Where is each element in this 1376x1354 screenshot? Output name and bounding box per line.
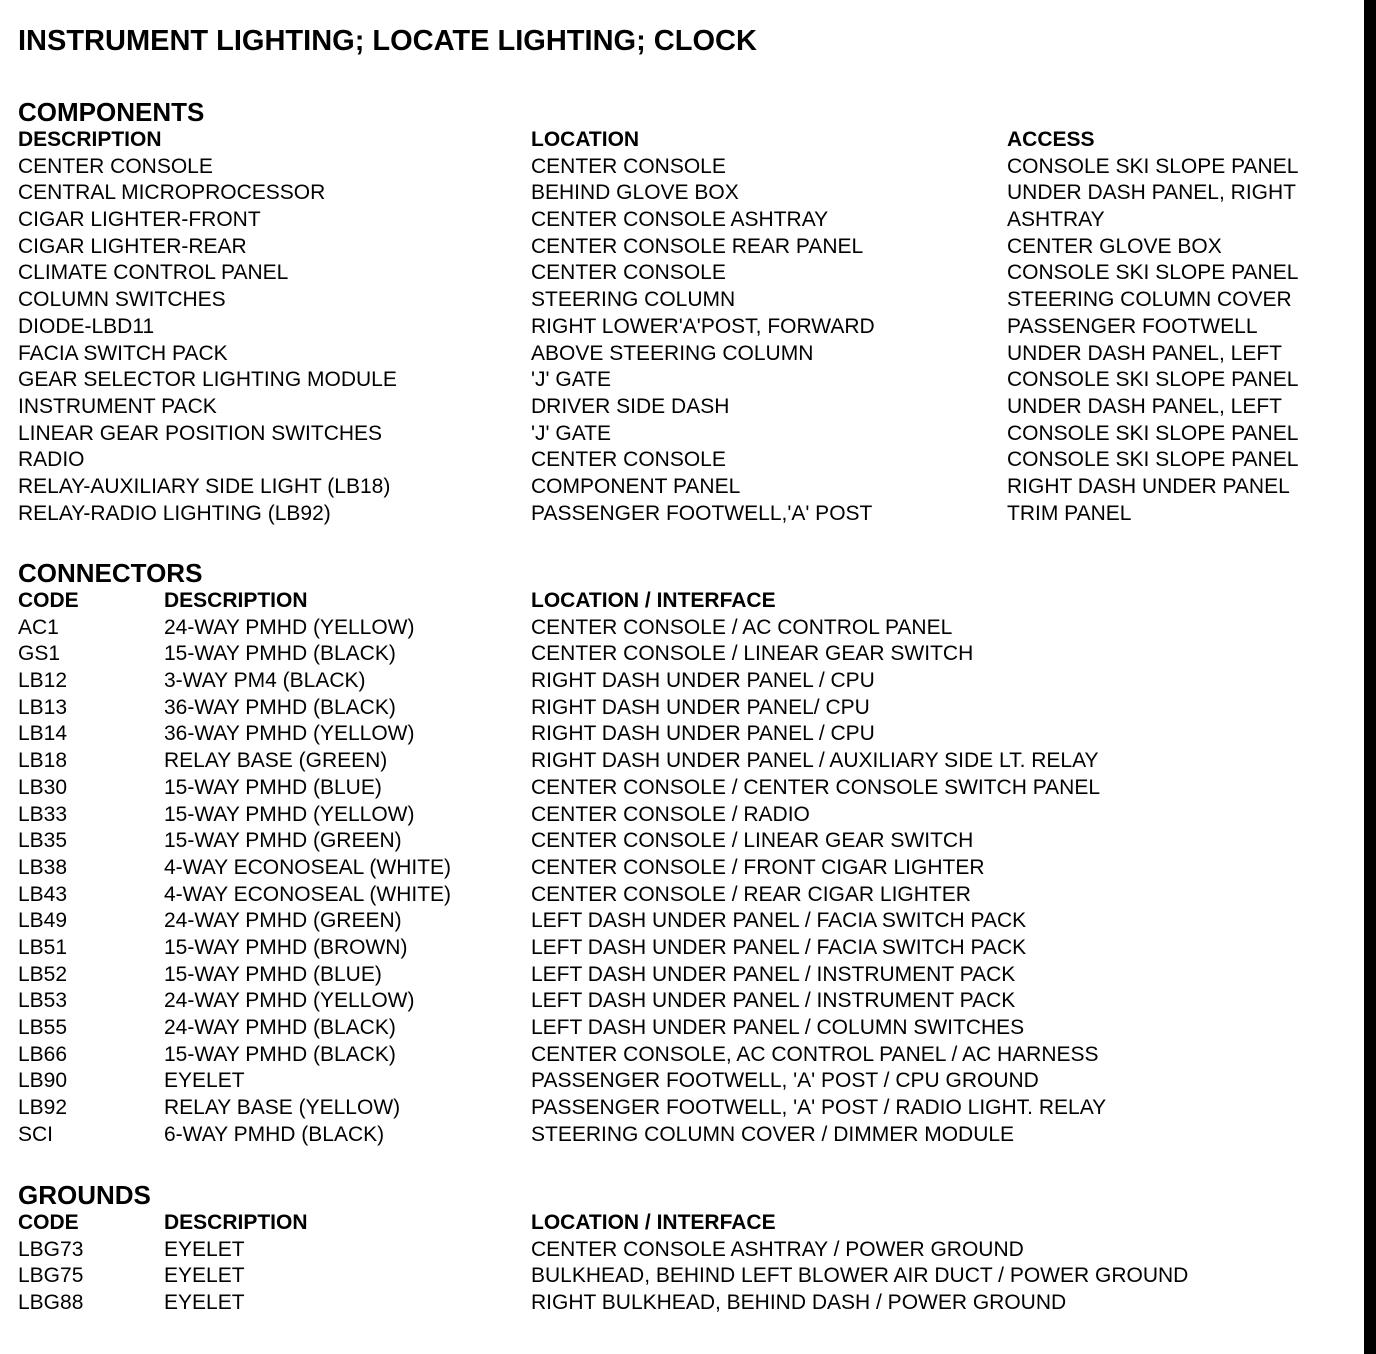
connector-location: LEFT DASH UNDER PANEL / FACIA SWITCH PACK [531,909,1027,933]
connector-location: LEFT DASH UNDER PANEL / INSTRUMENT PACK [531,989,1016,1013]
connector-code: AC1 [18,615,59,639]
column-header-location-interface: LOCATION / INTERFACE [531,589,776,612]
component-description: FACIA SWITCH PACK [18,341,228,365]
component-access: CONSOLE SKI SLOPE PANEL [1007,368,1299,392]
connector-description: 24-WAY PMHD (BLACK) [164,1016,396,1039]
ground-description: EYELET [164,1237,245,1261]
table-row [18,421,1348,448]
table-row [18,314,1348,341]
connector-description: RELAY BASE (YELLOW) [164,1096,401,1120]
connector-location: CENTER CONSOLE / REAR CIGAR LIGHTER [531,882,971,906]
component-location: CENTER CONSOLE [531,154,726,178]
connector-code: LB52 [18,962,68,986]
component-description: COLUMN SWITCHES [18,288,226,312]
table-row [18,1290,1348,1317]
table-row [18,1122,1348,1149]
column-header-location: LOCATION [531,128,640,151]
components-header-row [18,127,1348,154]
component-location: CENTER CONSOLE ASHTRAY [531,208,829,232]
ground-code: LBG73 [18,1237,84,1261]
connector-code: LB13 [18,695,68,719]
column-header-location-interface: LOCATION / INTERFACE [531,1211,776,1234]
components-section [18,97,1348,527]
component-access: STEERING COLUMN COVER [1007,288,1292,312]
component-description: GEAR SELECTOR LIGHTING MODULE [18,368,397,392]
table-row [18,721,1348,748]
column-header-description: DESCRIPTION [164,589,308,612]
component-access: UNDER DASH PANEL, RIGHT [1007,181,1296,205]
components-table-body [18,154,1348,528]
component-access: CONSOLE SKI SLOPE PANEL [1007,261,1299,285]
component-location: DRIVER SIDE DASH [531,394,730,418]
grounds-section [18,1180,1348,1317]
table-row [18,447,1348,474]
connector-code: LB43 [18,882,68,906]
table-row [18,1095,1348,1122]
connector-description: 36-WAY PMHD (BLACK) [164,695,396,719]
connector-code: LB14 [18,722,68,746]
table-row [18,367,1348,394]
connector-location: RIGHT DASH UNDER PANEL / CPU [531,669,875,693]
component-location: COMPONENT PANEL [531,474,741,498]
component-location: ABOVE STEERING COLUMN [531,341,814,365]
components-heading: COMPONENTS [18,97,205,127]
ground-code: LBG88 [18,1291,84,1315]
table-row [18,615,1348,642]
column-header-description: DESCRIPTION [164,1211,308,1234]
connector-description: 3-WAY PM4 (BLACK) [164,669,366,693]
table-row [18,260,1348,287]
component-description: CIGAR LIGHTER-FRONT [18,208,261,232]
connector-location: RIGHT DASH UNDER PANEL / AUXILIARY SIDE LT. RELAY [531,749,1099,773]
ground-description: EYELET [164,1264,245,1288]
table-row [18,234,1348,261]
connector-code: GS1 [18,642,61,666]
column-header-code: CODE [18,1211,79,1234]
table-row [18,935,1348,962]
connector-location: RIGHT DASH UNDER PANEL/ CPU [531,695,870,719]
connector-description: 15-WAY PMHD (BLUE) [164,962,382,986]
table-row [18,962,1348,989]
component-description: RELAY-RADIO LIGHTING (LB92) [18,501,331,525]
connector-location: LEFT DASH UNDER PANEL / COLUMN SWITCHES [531,1016,1025,1039]
component-location: STEERING COLUMN [531,288,736,312]
connector-location: STEERING COLUMN COVER / DIMMER MODULE [531,1122,1015,1146]
table-row [18,828,1348,855]
column-header-code: CODE [18,589,79,612]
table-row [18,207,1348,234]
connector-location: CENTER CONSOLE, AC CONTROL PANEL / AC HARNESS [531,1042,1099,1066]
table-row [18,882,1348,909]
connector-description: 4-WAY ECONOSEAL (WHITE) [164,882,452,906]
table-row [18,474,1348,501]
component-access: CONSOLE SKI SLOPE PANEL [1007,421,1299,445]
component-location: 'J' GATE [531,421,611,445]
table-row [18,394,1348,421]
component-description: CENTER CONSOLE [18,154,213,178]
component-access: UNDER DASH PANEL, LEFT [1007,341,1282,365]
table-row [18,154,1348,181]
column-header-description: DESCRIPTION [18,128,162,151]
table-row [18,695,1348,722]
table-row [18,1263,1348,1290]
component-description: CENTRAL MICROPROCESSOR [18,181,326,205]
connectors-table-body [18,615,1348,1149]
connector-location: CENTER CONSOLE / AC CONTROL PANEL [531,615,953,639]
table-row [18,1237,1348,1264]
component-description: RELAY-AUXILIARY SIDE LIGHT (LB18) [18,474,391,498]
connector-location: RIGHT DASH UNDER PANEL / CPU [531,722,875,746]
component-description: DIODE-LBD11 [18,314,155,338]
column-header-access: ACCESS [1007,128,1095,151]
table-row [18,748,1348,775]
component-access: CENTER GLOVE BOX [1007,234,1222,258]
table-row [18,988,1348,1015]
table-row [18,287,1348,314]
connectors-header-row [18,588,1348,615]
table-row [18,180,1348,207]
connector-description: 24-WAY PMHD (GREEN) [164,909,402,933]
connector-code: LB38 [18,855,68,879]
connector-location: LEFT DASH UNDER PANEL / FACIA SWITCH PACK [531,935,1027,959]
table-row [18,855,1348,882]
component-description: CIGAR LIGHTER-REAR [18,234,247,258]
table-row [18,1015,1348,1042]
connector-code: LB55 [18,1016,68,1039]
component-access: UNDER DASH PANEL, LEFT [1007,394,1282,418]
connector-description: 15-WAY PMHD (YELLOW) [164,802,415,826]
component-location: 'J' GATE [531,368,611,392]
connector-location: PASSENGER FOOTWELL, 'A' POST / RADIO LIGHT. RELAY [531,1096,1107,1120]
connector-code: LB33 [18,802,68,826]
connector-description: RELAY BASE (GREEN) [164,749,388,773]
table-row [18,908,1348,935]
connector-code: SCI [18,1122,54,1146]
component-access: CONSOLE SKI SLOPE PANEL [1007,448,1299,472]
connector-description: 4-WAY ECONOSEAL (WHITE) [164,855,452,879]
connector-code: LB30 [18,775,68,799]
grounds-table-body [18,1237,1348,1317]
component-location: CENTER CONSOLE REAR PANEL [531,234,864,258]
connector-location: CENTER CONSOLE / FRONT CIGAR LIGHTER [531,855,985,879]
table-row [18,341,1348,368]
connector-code: LB35 [18,829,68,853]
connector-location: CENTER CONSOLE / LINEAR GEAR SWITCH [531,642,974,666]
grounds-header-row [18,1210,1348,1237]
table-row [18,1068,1348,1095]
table-row [18,641,1348,668]
connector-description: 36-WAY PMHD (YELLOW) [164,722,415,746]
connector-location: PASSENGER FOOTWELL, 'A' POST / CPU GROUND [531,1069,1039,1093]
connectors-heading: CONNECTORS [18,558,203,588]
connector-code: LB51 [18,935,68,959]
component-location: CENTER CONSOLE [531,448,726,472]
table-row [18,1042,1348,1069]
ground-location: CENTER CONSOLE ASHTRAY / POWER GROUND [531,1237,1024,1261]
connector-location: CENTER CONSOLE / LINEAR GEAR SWITCH [531,829,974,853]
connector-code: LB53 [18,989,68,1013]
connector-code: LB66 [18,1042,68,1066]
connector-code: LB12 [18,669,68,693]
connectors-section [18,558,1348,1148]
ground-location: BULKHEAD, BEHIND LEFT BLOWER AIR DUCT / POWER GROUND [531,1264,1189,1288]
table-row [18,501,1348,528]
ground-description: EYELET [164,1291,245,1315]
connector-location: CENTER CONSOLE / RADIO [531,802,810,826]
component-access: CONSOLE SKI SLOPE PANEL [1007,154,1299,178]
page-edge-bar [1364,0,1376,1354]
page-title: INSTRUMENT LIGHTING; LOCATE LIGHTING; CLOCK [18,25,757,57]
connector-description: 24-WAY PMHD (YELLOW) [164,989,415,1013]
component-access: RIGHT DASH UNDER PANEL [1007,474,1290,498]
component-description: CLIMATE CONTROL PANEL [18,261,289,285]
component-location: BEHIND GLOVE BOX [531,181,739,205]
connector-location: LEFT DASH UNDER PANEL / INSTRUMENT PACK [531,962,1016,986]
table-row [18,802,1348,829]
connector-location: CENTER CONSOLE / CENTER CONSOLE SWITCH PANEL [531,775,1101,799]
connector-description: 15-WAY PMHD (BROWN) [164,935,408,959]
table-row [18,668,1348,695]
component-description: INSTRUMENT PACK [18,394,217,418]
connector-description: 24-WAY PMHD (YELLOW) [164,615,415,639]
connector-description: 15-WAY PMHD (GREEN) [164,829,402,853]
connector-description: 15-WAY PMHD (BLUE) [164,775,382,799]
connector-description: 15-WAY PMHD (BLACK) [164,642,396,666]
connector-code: LB49 [18,909,68,933]
component-description: RADIO [18,448,85,472]
connector-code: LB92 [18,1096,68,1120]
grounds-heading: GROUNDS [18,1180,151,1210]
connector-code: LB18 [18,749,68,773]
ground-location: RIGHT BULKHEAD, BEHIND DASH / POWER GROUND [531,1291,1067,1315]
component-location: PASSENGER FOOTWELL,'A' POST [531,501,873,525]
component-location: RIGHT LOWER'A'POST, FORWARD [531,314,875,338]
table-row [18,775,1348,802]
connector-description: 15-WAY PMHD (BLACK) [164,1042,396,1066]
component-access: TRIM PANEL [1007,501,1132,525]
component-access: ASHTRAY [1007,208,1105,232]
connector-description: 6-WAY PMHD (BLACK) [164,1122,385,1146]
component-access: PASSENGER FOOTWELL [1007,314,1258,338]
ground-code: LBG75 [18,1264,84,1288]
component-description: LINEAR GEAR POSITION SWITCHES [18,421,383,445]
connector-description: EYELET [164,1069,245,1093]
component-location: CENTER CONSOLE [531,261,726,285]
connector-code: LB90 [18,1069,68,1093]
